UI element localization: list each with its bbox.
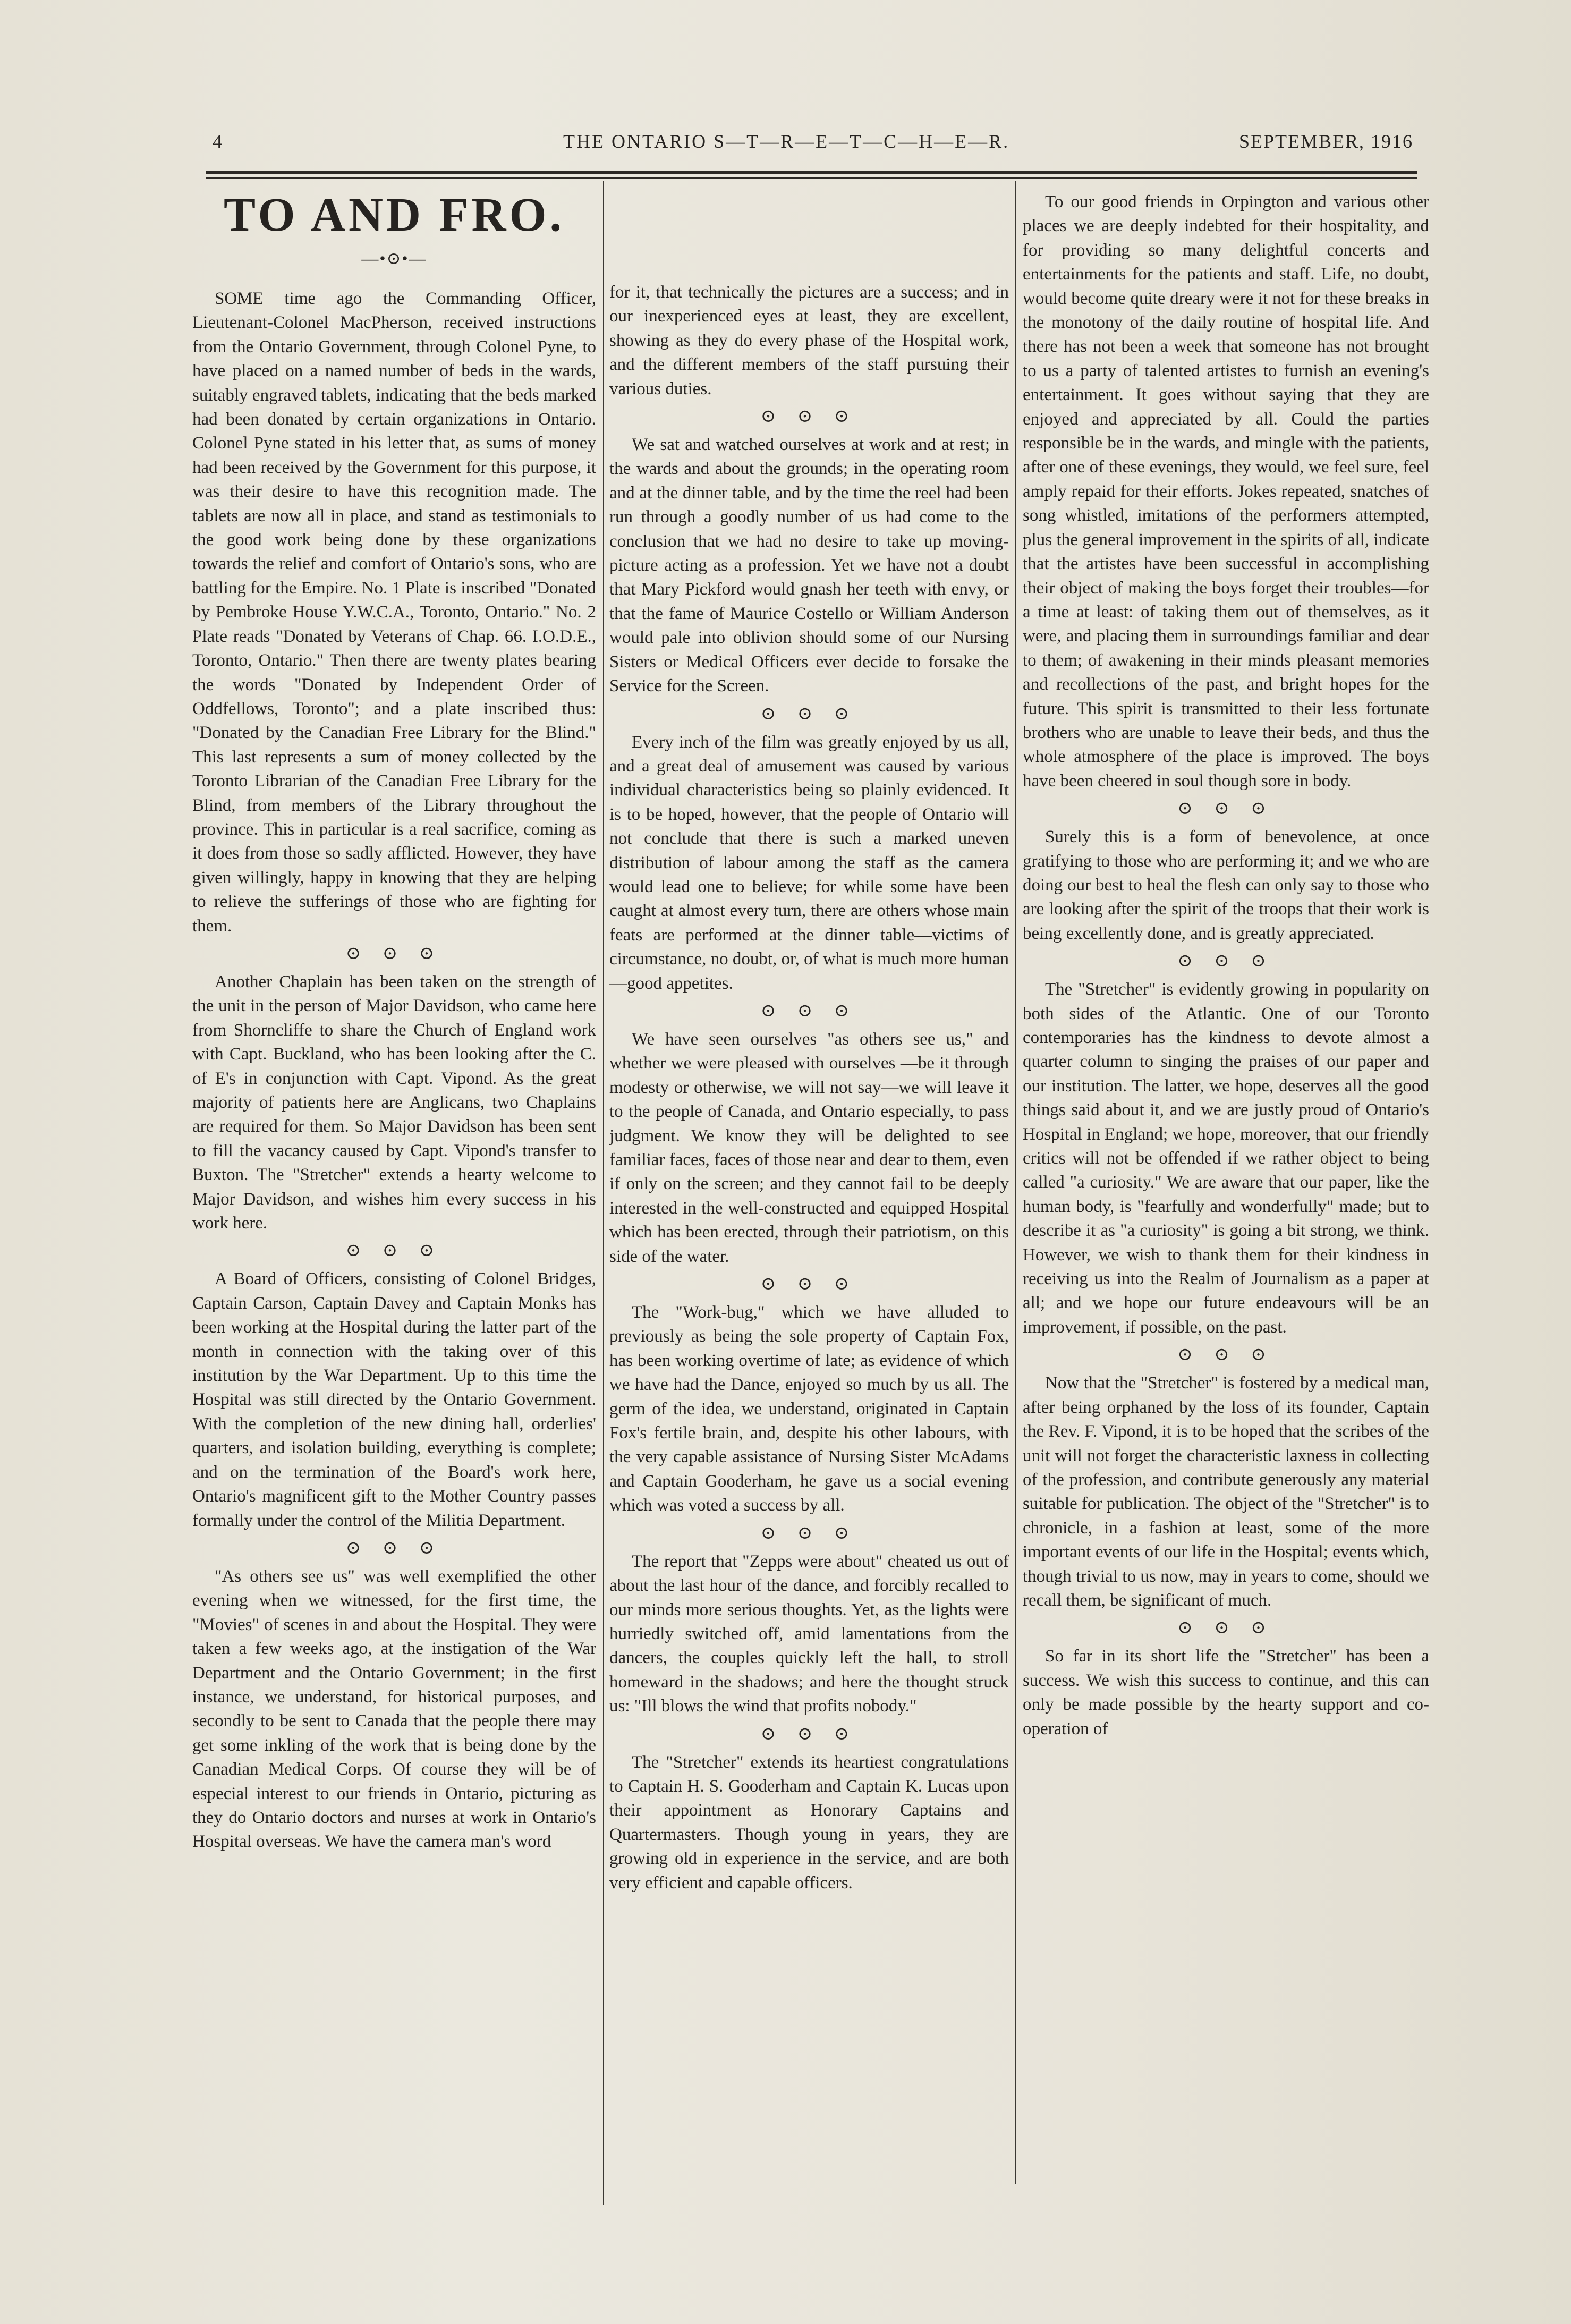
paragraph: To our good friends in Orpington and various other places we are deeply indebted for their hospitality, and for providing so many delightful concerts and entertainments for the patients and staff. Life, no doubt, would become quite dreary were it not for these breaks in the monotony of the daily routine of hospital life. And there has not been a week that someone has not brought to us a party of talented artistes to furnish an evening's entertainment. It goes without saying that they are enjoyed and appreciated by all. Could the parties responsible be in the wards, and mingle with the patients, after one of these evenings, they would, we feel sure, feel amply repaid for their efforts. Jokes repeated, snatches of song whistled, imitations of the performers attempted, plus the general improvement in the spirits of all, indicate that the artistes have been successful in accomplishing their object of making the boys forget their troubles—for a time at least: of taking them out of themselves, as it were, and placing them in surroundings familiar and dear to them; of awakening in their minds pleasant memories and recollections of the past, and bright hopes for the future. This spirit is transmitted to their less fortunate brothers who are unable to leave their beds, and thus the whole atmosphere of the place is improved. The boys have been cheered in soul though sore in body. [1023, 192, 1429, 791]
paragraph: We sat and watched ourselves at work and at rest; in the wards and about the grounds; in the operating room and at the dinner table, and by the time the reel had been run through a goodly number of us had come to the conclusion that we had no desire to take up moving-picture acting as a profession. Yet we have not a doubt that Mary Pickford would gnash her teeth with envy, or that the fame of Maurice Costello or William Anderson would pale into oblivion should some of our Nursing Sisters or Medical Officers ever decide to forsake the Service for the Screen. [609, 435, 1009, 696]
header-rule-thin [206, 177, 1417, 179]
paragraph: So far in its short life the "Stretcher" has been a success. We wish this success to continue, and this can only be made possible by the hearty support and co-operation of [1023, 1647, 1429, 1738]
paragraph: Another Chaplain has been taken on the strength of the unit in the person of Major Davidson, who came here from Shorncliffe to share the Church of England work with Capt. Buckland, who has been looking after the C. of E's in conjunction with Capt. Vipond. As the great majority of patients here are Anglicans, two Chaplains are required for them. So Major Davidson has been sent to fill the vacancy caused by Capt. Vipond's transfer to Buxton. The "Stretcher" extends a hearty welcome to Major Davidson, and wishes him every success in his work here. [192, 972, 596, 1233]
page-header [213, 130, 1413, 162]
section-separator: ⊙ ⊙ ⊙ [345, 1538, 443, 1558]
article-title: TO AND FRO. [224, 189, 565, 241]
section-separator: ⊙ ⊙ ⊙ [760, 703, 858, 724]
page-number: 4 [213, 131, 223, 152]
paragraph: Surely this is a form of benevolence, at once gratifying to those who are performing it; and we who are doing our best to heal the flesh can only say to those who are looking after the spirit of the troops that their work is being excellently done, and is greatly appreciated. [1023, 827, 1429, 943]
section-separator: ⊙ ⊙ ⊙ [760, 1274, 858, 1294]
column-divider [1015, 181, 1016, 2184]
paragraph: We have seen ourselves "as others see us," and whether we were pleased with ourselves —be it through modesty or otherwise, we will not say—we will leave it to the people of Canada, and Ontario especially, to pass judgment. We know they will be delighted to see familiar faces, faces of those near and dear to them, even if only on the screen; and they cannot fail to be deeply interested in the well-constructed and equipped Hospital which has been erected, through their patriotism, on this side of the water. [609, 1029, 1009, 1266]
paragraph: The "Stretcher" extends its heartiest congratulations to Captain H. S. Gooderham and Captain K. Lucas upon their appointment as Honorary Captains and Quartermasters. Though young in years, they are growing old in experience in the service, and are both very efficient and capable officers. [609, 1752, 1009, 1893]
paragraph: for it, that technically the pictures are a success; and in our inexperienced eyes at least, they are excellent, showing as they do every phase of the Hospital work, and the different members of the staff pursuing their various duties. [609, 283, 1009, 398]
section-separator: ⊙ ⊙ ⊙ [1177, 1345, 1275, 1365]
header-rule-thick [206, 171, 1417, 174]
paragraph: A Board of Officers, consisting of Colonel Bridges, Captain Carson, Captain Davey and Captain Monks has been working at the Hospital during the latter part of the month in connection with the taking over of this institution by the War Department. Up to this time the Hospital was still directed by the Ontario Government. With the completion of the new dining hall, orderlies' quarters, and isolation building, everything is complete; and on the termination of the Board's work here, Ontario's magnificent gift to the Mother Country passes formally under the control of the Militia Department. [192, 1269, 596, 1530]
section-separator: ⊙ ⊙ ⊙ [1177, 1618, 1275, 1638]
column-3 [1023, 190, 1429, 1741]
paragraph: Now that the "Stretcher" is fostered by a medical man, after being orphaned by the loss of its founder, Captain the Rev. F. Vipond, it is to be hoped that the scribes of the unit will not forget the characteristic laxness in collecting of the profession, and contribute generously any material suitable for publication. The object of the "Stretcher" is to chronicle, in a fashion at least, some of the more important events of our life in the Hospital; events which, though trivial to us now, may in years to come, should we recall them, be significant of much. [1023, 1373, 1429, 1610]
section-separator: ⊙ ⊙ ⊙ [1177, 799, 1275, 819]
section-separator: ⊙ ⊙ ⊙ [345, 1241, 443, 1261]
section-separator: ⊙ ⊙ ⊙ [760, 1523, 858, 1543]
issue-date: SEPTEMBER, 1916 [1238, 131, 1413, 152]
section-separator: ⊙ ⊙ ⊙ [345, 943, 443, 963]
masthead-title: THE ONTARIO S—T—R—E—T—C—H—E—R. [563, 131, 1010, 152]
column-divider [603, 181, 604, 2205]
column-1 [192, 186, 596, 1854]
section-separator: ⊙ ⊙ ⊙ [760, 406, 858, 427]
paragraph: SOME time ago the Commanding Officer, Lieutenant-Colonel MacPherson, received instructions from the Ontario Government, through Colonel Pyne, to have placed on a named number of beds in the wards, suitably engraved tablets, indicating that the beds marked had been donated by certain organizations in Ontario. Colonel Pyne stated in his letter that, as sums of money had been received by the Government for this purpose, it was their desire to have this recognition made. The tablets are now all in place, and stand as testimonials to the good work being done by these organizations towards the relief and comfort of Ontario's sons, who are battling for the Empire. No. 1 Plate is inscribed "Donated by Pembroke House Y.W.C.A., Toronto, Ontario." No. 2 Plate reads "Donated by Veterans of Chap. 66. I.O.D.E., Toronto, Ontario." Then there are twenty plates bearing the words "Donated by Independent Order of Oddfellows, Toronto"; and a plate inscribed thus: "Donated by the Canadian Free Library for the Blind." This last represents a sum of money collected by the Toronto Librarian of the Canadian Free Library for the Blind, from members of the Library throughout the province. This in particular is a real sacrifice, coming as it does from those so sadly afflicted. However, they have given willingly, happy in knowing that they are helping to relieve the sufferings of those who are fighting for them. [192, 289, 596, 936]
paragraph: "As others see us" was well exemplified the other evening when we witnessed, for the first time, the "Movies" of scenes in and about the Hospital. They were taken a few weeks ago, at the instigation of the War Department and the Ontario Government; in the first instance, we understand, for historical purposes, and secondly to be sent to Canada that the people there may get some inkling of the work that is being done by the Canadian Medical Corps. Of course they will be of especial interest to our friends in Ontario, picturing as they do Ontario doctors and nurses at work in Ontario's Hospital overseas. We have the camera man's word [192, 1566, 596, 1852]
section-separator: ⊙ ⊙ ⊙ [760, 1724, 858, 1744]
paragraph: Every inch of the film was greatly enjoyed by us all, and a great deal of amusement was caused by various individual characteristics being so plainly evidenced. It is to be hoped, however, that the people of Ontario will not conclude that there is such a marked uneven distribution of labour among the staff as the camera would lead one to believe; for while some have been caught at almost every turn, there are others whose main feats are performed at the dinner table—victims of circumstance, no doubt, or, of what is much more human—good appetites. [609, 732, 1009, 993]
title-ornament: —•⊙•— [361, 249, 427, 268]
paragraph: The "Stretcher" is evidently growing in popularity on both sides of the Atlantic. One of our Toronto contemporaries has the kindness to devote almost a quarter column to singing the praises of our paper and our institution. The latter, we hope, deserves all the good things said about it, and we are justly proud of Ontario's Hospital in England; we hope, moreover, that our friendly critics will not be offended if we rather object to being called "a curiosity." We are aware that our paper, like the human body, is "fearfully and wonderfully" made; but to describe it as "a curiosity" is going a bit strong, we think. However, we wish to thank them for their kindness in receiving us into the Realm of Journalism as a paper at all; and we hope our future endeavours will be an improvement, if possible, on the past. [1023, 980, 1429, 1337]
paragraph: The report that "Zepps were about" cheated us out of about the last hour of the dance, and forcibly recalled to our minds more serious thoughts. Yet, as the lights were hurriedly switched off, amid lamentations from the dancers, the couples quickly left the hall, to stroll homeward in the shadows; and here the thought struck us: "Ill blows the wind that profits nobody." [609, 1551, 1009, 1716]
column-2 [609, 281, 1009, 1895]
section-separator: ⊙ ⊙ ⊙ [760, 1000, 858, 1021]
paragraph: The "Work-bug," which we have alluded to previously as being the sole property of Captain Fox, has been working overtime of late; as evidence of which we have had the Dance, enjoyed so much by us all. The germ of the idea, we understand, originated in Captain Fox's fertile brain, and, despite his other labours, with the very capable assistance of Nursing Sister McAdams and Captain Gooderham, he gave us a social evening which was voted a success by all. [609, 1303, 1009, 1515]
section-separator: ⊙ ⊙ ⊙ [1177, 951, 1275, 971]
